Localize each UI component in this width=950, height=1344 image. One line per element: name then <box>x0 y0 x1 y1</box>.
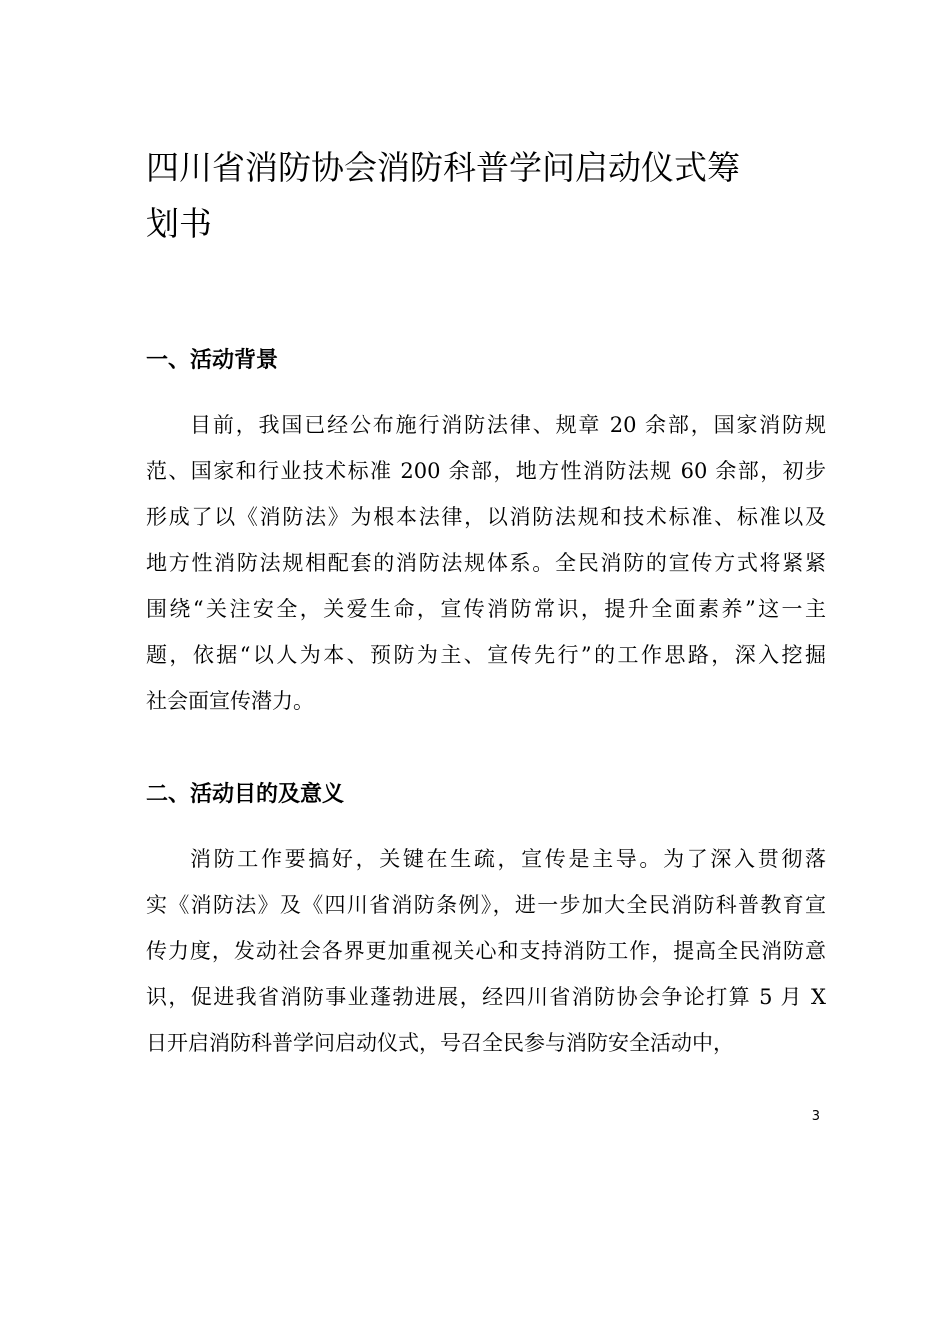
section-body-background <box>146 402 826 724</box>
paragraph-line: 范、国家和行业技术标准 200 余部，地方性消防法规 60 余部，初步 <box>146 459 826 483</box>
paragraph-line: 题，依据“以人为本、预防为主、宣传先行”的工作思路，深入挖掘 <box>146 643 826 667</box>
section-heading-background: 一、活动背景 <box>146 348 279 373</box>
title-line: 四川省消防协会消防科普学问启动仪式筹 <box>146 148 740 187</box>
section-heading-purpose: 二、活动目的及意义 <box>146 782 345 807</box>
document-title <box>146 140 826 252</box>
paragraph-line: 识，促进我省消防事业蓬勃进展，经四川省消防协会争论打算 5 月 X <box>146 985 826 1009</box>
paragraph-line: 目前，我国已经公布施行消防法律、规章 20 余部，国家消防规 <box>190 413 826 437</box>
paragraph-line: 形成了以《消防法》为根本法律，以消防法规和技术标准、标准以及 <box>146 505 826 529</box>
paragraph-line: 传力度，发动社会各界更加重视关心和支持消防工作，提高全民消防意 <box>146 939 826 963</box>
paragraph-line: 围绕“关注安全，关爱生命，宣传消防常识，提升全面素养”这一主 <box>146 597 826 621</box>
paragraph-line: 实《消防法》及《四川省消防条例》，进一步加大全民消防科普教育宣 <box>146 893 826 917</box>
paragraph-line: 社会面宣传潜力。 <box>146 689 314 713</box>
page-number: 3 <box>811 1109 820 1124</box>
paragraph-line: 消防工作要搞好，关键在生疏，宣传是主导。为了深入贯彻落 <box>190 847 826 871</box>
paragraph-line: 日开启消防科普学问启动仪式，号召全民参与消防安全活动中， <box>146 1031 734 1055</box>
section-body-purpose <box>146 836 826 1066</box>
title-line: 划书 <box>146 204 212 243</box>
paragraph-line: 地方性消防法规相配套的消防法规体系。全民消防的宣传方式将紧紧 <box>146 551 826 575</box>
